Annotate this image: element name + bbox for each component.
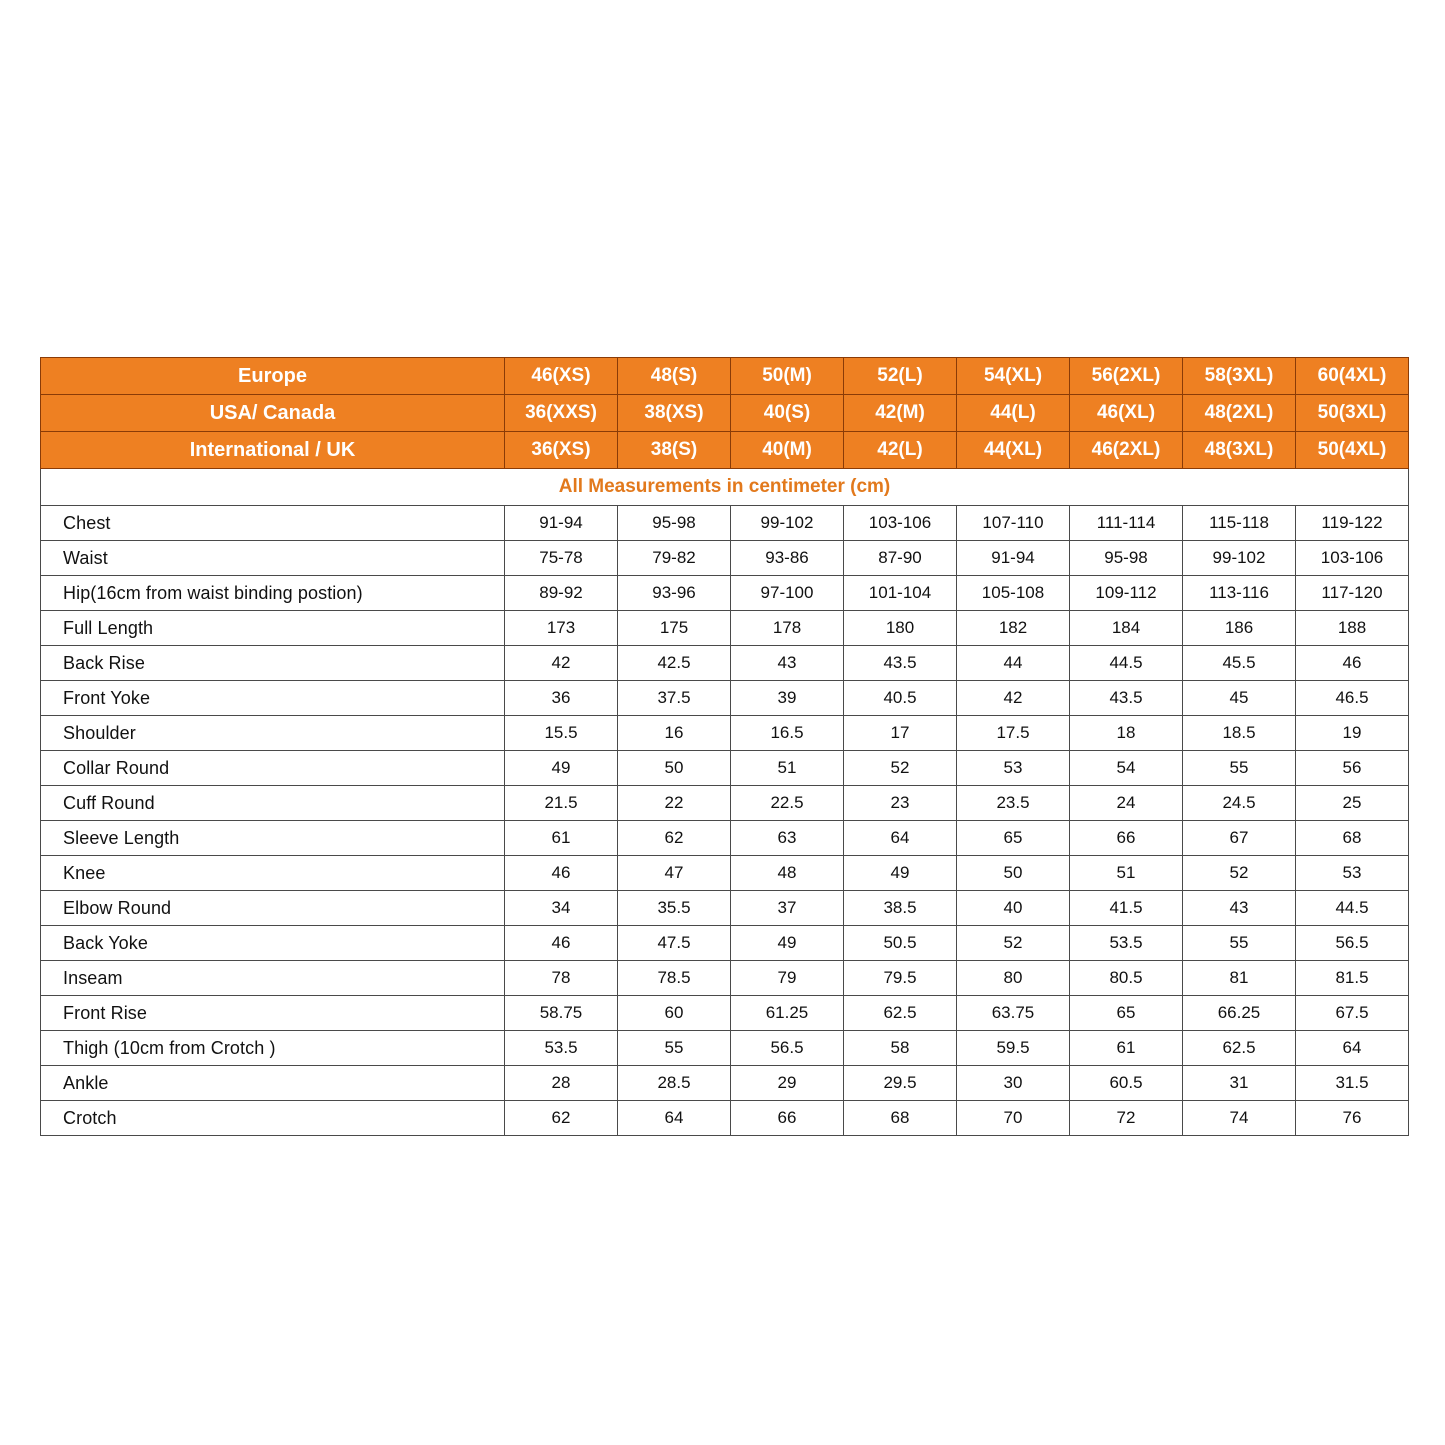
cell-value: 43.5 <box>844 646 957 681</box>
table-row <box>41 926 1409 961</box>
cell-value: 53 <box>1296 856 1409 891</box>
cell-value: 17 <box>844 716 957 751</box>
cell-value: 47 <box>618 856 731 891</box>
cell-value: 23 <box>844 786 957 821</box>
measurement-note-row <box>41 469 1409 506</box>
cell-value: 103-106 <box>1296 541 1409 576</box>
table-row <box>41 1066 1409 1101</box>
cell-value: 45.5 <box>1183 646 1296 681</box>
table-row <box>41 856 1409 891</box>
cell-value: 59.5 <box>957 1031 1070 1066</box>
cell-value: 186 <box>1183 611 1296 646</box>
cell-value: 55 <box>1183 926 1296 961</box>
header-cell-usa-8: 50(3XL) <box>1296 395 1409 432</box>
cell-value: 58.75 <box>505 996 618 1031</box>
cell-value: 66 <box>731 1101 844 1136</box>
header-cell-usa-1: 36(XXS) <box>505 395 618 432</box>
cell-value: 46.5 <box>1296 681 1409 716</box>
cell-value: 38.5 <box>844 891 957 926</box>
cell-value: 30 <box>957 1066 1070 1101</box>
cell-value: 182 <box>957 611 1070 646</box>
cell-value: 55 <box>618 1031 731 1066</box>
row-label: Front Rise <box>41 996 505 1031</box>
cell-value: 105-108 <box>957 576 1070 611</box>
row-label: Back Yoke <box>41 926 505 961</box>
cell-value: 29 <box>731 1066 844 1101</box>
cell-value: 37 <box>731 891 844 926</box>
table-row <box>41 716 1409 751</box>
cell-value: 101-104 <box>844 576 957 611</box>
cell-value: 95-98 <box>1070 541 1183 576</box>
header-cell-europe-1: 46(XS) <box>505 358 618 395</box>
cell-value: 80 <box>957 961 1070 996</box>
header-cell-europe-8: 60(4XL) <box>1296 358 1409 395</box>
cell-value: 184 <box>1070 611 1183 646</box>
cell-value: 48 <box>731 856 844 891</box>
cell-value: 87-90 <box>844 541 957 576</box>
cell-value: 67 <box>1183 821 1296 856</box>
cell-value: 62 <box>505 1101 618 1136</box>
cell-value: 53.5 <box>505 1031 618 1066</box>
cell-value: 91-94 <box>505 506 618 541</box>
cell-value: 74 <box>1183 1101 1296 1136</box>
header-cell-europe-2: 48(S) <box>618 358 731 395</box>
header-label-europe: Europe <box>41 358 505 395</box>
cell-value: 75-78 <box>505 541 618 576</box>
cell-value: 53 <box>957 751 1070 786</box>
row-label: Sleeve Length <box>41 821 505 856</box>
size-chart-table <box>40 357 1409 1136</box>
header-cell-usa-6: 46(XL) <box>1070 395 1183 432</box>
row-label: Shoulder <box>41 716 505 751</box>
measurement-note-text: All Measurements in centimeter (cm) <box>558 476 891 497</box>
cell-value: 49 <box>731 926 844 961</box>
cell-value: 21.5 <box>505 786 618 821</box>
table-row <box>41 996 1409 1031</box>
table-row <box>41 681 1409 716</box>
cell-value: 66 <box>1070 821 1183 856</box>
cell-value: 61.25 <box>731 996 844 1031</box>
table-row <box>41 751 1409 786</box>
cell-value: 52 <box>844 751 957 786</box>
cell-value: 36 <box>505 681 618 716</box>
row-label: Collar Round <box>41 751 505 786</box>
cell-value: 76 <box>1296 1101 1409 1136</box>
cell-value: 40.5 <box>844 681 957 716</box>
header-cell-intl-4: 42(L) <box>844 432 957 469</box>
cell-value: 25 <box>1296 786 1409 821</box>
cell-value: 188 <box>1296 611 1409 646</box>
header-cell-europe-6: 56(2XL) <box>1070 358 1183 395</box>
cell-value: 58 <box>844 1031 957 1066</box>
header-cell-intl-8: 50(4XL) <box>1296 432 1409 469</box>
cell-value: 65 <box>957 821 1070 856</box>
header-cell-usa-5: 44(L) <box>957 395 1070 432</box>
cell-value: 42 <box>957 681 1070 716</box>
row-label: Elbow Round <box>41 891 505 926</box>
cell-value: 41.5 <box>1070 891 1183 926</box>
cell-value: 70 <box>957 1101 1070 1136</box>
header-cell-usa-2: 38(XS) <box>618 395 731 432</box>
table-row <box>41 1101 1409 1136</box>
cell-value: 50.5 <box>844 926 957 961</box>
cell-value: 79.5 <box>844 961 957 996</box>
header-cell-intl-7: 48(3XL) <box>1183 432 1296 469</box>
cell-value: 72 <box>1070 1101 1183 1136</box>
measurement-note <box>41 469 1409 506</box>
cell-value: 52 <box>957 926 1070 961</box>
cell-value: 80.5 <box>1070 961 1183 996</box>
cell-value: 51 <box>1070 856 1183 891</box>
cell-value: 53.5 <box>1070 926 1183 961</box>
cell-value: 81.5 <box>1296 961 1409 996</box>
cell-value: 52 <box>1183 856 1296 891</box>
size-chart-container <box>40 357 1408 1136</box>
cell-value: 111-114 <box>1070 506 1183 541</box>
cell-value: 43 <box>1183 891 1296 926</box>
cell-value: 18.5 <box>1183 716 1296 751</box>
cell-value: 56.5 <box>1296 926 1409 961</box>
cell-value: 99-102 <box>731 506 844 541</box>
cell-value: 95-98 <box>618 506 731 541</box>
cell-value: 42 <box>505 646 618 681</box>
row-label: Chest <box>41 506 505 541</box>
cell-value: 64 <box>1296 1031 1409 1066</box>
cell-value: 40 <box>957 891 1070 926</box>
header-cell-europe-4: 52(L) <box>844 358 957 395</box>
cell-value: 62 <box>618 821 731 856</box>
cell-value: 173 <box>505 611 618 646</box>
cell-value: 79-82 <box>618 541 731 576</box>
row-label: Waist <box>41 541 505 576</box>
cell-value: 44.5 <box>1070 646 1183 681</box>
cell-value: 49 <box>505 751 618 786</box>
header-cell-usa-3: 40(S) <box>731 395 844 432</box>
cell-value: 68 <box>844 1101 957 1136</box>
header-cell-usa-4: 42(M) <box>844 395 957 432</box>
cell-value: 44 <box>957 646 1070 681</box>
header-cell-intl-1: 36(XS) <box>505 432 618 469</box>
cell-value: 66.25 <box>1183 996 1296 1031</box>
cell-value: 117-120 <box>1296 576 1409 611</box>
cell-value: 93-86 <box>731 541 844 576</box>
cell-value: 63 <box>731 821 844 856</box>
cell-value: 46 <box>1296 646 1409 681</box>
row-label: Crotch <box>41 1101 505 1136</box>
table-row <box>41 1031 1409 1066</box>
cell-value: 29.5 <box>844 1066 957 1101</box>
cell-value: 113-116 <box>1183 576 1296 611</box>
cell-value: 16.5 <box>731 716 844 751</box>
cell-value: 37.5 <box>618 681 731 716</box>
cell-value: 64 <box>844 821 957 856</box>
cell-value: 22.5 <box>731 786 844 821</box>
cell-value: 56.5 <box>731 1031 844 1066</box>
size-chart-body <box>41 358 1409 1136</box>
row-label: Front Yoke <box>41 681 505 716</box>
cell-value: 44.5 <box>1296 891 1409 926</box>
cell-value: 119-122 <box>1296 506 1409 541</box>
cell-value: 62.5 <box>1183 1031 1296 1066</box>
cell-value: 63.75 <box>957 996 1070 1031</box>
cell-value: 62.5 <box>844 996 957 1031</box>
cell-value: 35.5 <box>618 891 731 926</box>
cell-value: 93-96 <box>618 576 731 611</box>
cell-value: 61 <box>1070 1031 1183 1066</box>
cell-value: 18 <box>1070 716 1183 751</box>
header-cell-intl-6: 46(2XL) <box>1070 432 1183 469</box>
header-cell-intl-5: 44(XL) <box>957 432 1070 469</box>
row-label: Back Rise <box>41 646 505 681</box>
cell-value: 64 <box>618 1101 731 1136</box>
cell-value: 45 <box>1183 681 1296 716</box>
cell-value: 91-94 <box>957 541 1070 576</box>
table-row <box>41 821 1409 856</box>
cell-value: 175 <box>618 611 731 646</box>
cell-value: 28 <box>505 1066 618 1101</box>
cell-value: 180 <box>844 611 957 646</box>
header-cell-intl-3: 40(M) <box>731 432 844 469</box>
cell-value: 61 <box>505 821 618 856</box>
header-cell-europe-5: 54(XL) <box>957 358 1070 395</box>
cell-value: 46 <box>505 856 618 891</box>
cell-value: 49 <box>844 856 957 891</box>
cell-value: 31.5 <box>1296 1066 1409 1101</box>
cell-value: 78 <box>505 961 618 996</box>
cell-value: 79 <box>731 961 844 996</box>
row-label: Ankle <box>41 1066 505 1101</box>
cell-value: 24 <box>1070 786 1183 821</box>
cell-value: 28.5 <box>618 1066 731 1101</box>
cell-value: 43.5 <box>1070 681 1183 716</box>
cell-value: 97-100 <box>731 576 844 611</box>
cell-value: 60 <box>618 996 731 1031</box>
table-row <box>41 646 1409 681</box>
row-label: Thigh (10cm from Crotch ) <box>41 1031 505 1066</box>
cell-value: 67.5 <box>1296 996 1409 1031</box>
header-row-europe <box>41 358 1409 395</box>
table-row <box>41 506 1409 541</box>
row-label: Knee <box>41 856 505 891</box>
row-label: Full Length <box>41 611 505 646</box>
table-row <box>41 576 1409 611</box>
table-row <box>41 786 1409 821</box>
cell-value: 60.5 <box>1070 1066 1183 1101</box>
row-label: Cuff Round <box>41 786 505 821</box>
cell-value: 19 <box>1296 716 1409 751</box>
cell-value: 34 <box>505 891 618 926</box>
cell-value: 103-106 <box>844 506 957 541</box>
header-label-usa-canada: USA/ Canada <box>41 395 505 432</box>
cell-value: 17.5 <box>957 716 1070 751</box>
table-row <box>41 891 1409 926</box>
cell-value: 47.5 <box>618 926 731 961</box>
cell-value: 31 <box>1183 1066 1296 1101</box>
row-label: Hip(16cm from waist binding postion) <box>41 576 505 611</box>
cell-value: 50 <box>618 751 731 786</box>
header-row-usa-canada <box>41 395 1409 432</box>
cell-value: 15.5 <box>505 716 618 751</box>
row-label: Inseam <box>41 961 505 996</box>
header-cell-intl-2: 38(S) <box>618 432 731 469</box>
header-cell-europe-3: 50(M) <box>731 358 844 395</box>
header-row-international-uk <box>41 432 1409 469</box>
cell-value: 42.5 <box>618 646 731 681</box>
cell-value: 65 <box>1070 996 1183 1031</box>
cell-value: 115-118 <box>1183 506 1296 541</box>
cell-value: 39 <box>731 681 844 716</box>
header-cell-europe-7: 58(3XL) <box>1183 358 1296 395</box>
cell-value: 46 <box>505 926 618 961</box>
cell-value: 178 <box>731 611 844 646</box>
cell-value: 56 <box>1296 751 1409 786</box>
cell-value: 22 <box>618 786 731 821</box>
table-row <box>41 961 1409 996</box>
cell-value: 81 <box>1183 961 1296 996</box>
cell-value: 99-102 <box>1183 541 1296 576</box>
table-row <box>41 611 1409 646</box>
header-label-international-uk: International / UK <box>41 432 505 469</box>
header-cell-usa-7: 48(2XL) <box>1183 395 1296 432</box>
cell-value: 54 <box>1070 751 1183 786</box>
cell-value: 78.5 <box>618 961 731 996</box>
cell-value: 107-110 <box>957 506 1070 541</box>
cell-value: 43 <box>731 646 844 681</box>
table-row <box>41 541 1409 576</box>
cell-value: 68 <box>1296 821 1409 856</box>
cell-value: 23.5 <box>957 786 1070 821</box>
cell-value: 51 <box>731 751 844 786</box>
cell-value: 24.5 <box>1183 786 1296 821</box>
cell-value: 16 <box>618 716 731 751</box>
cell-value: 109-112 <box>1070 576 1183 611</box>
cell-value: 89-92 <box>505 576 618 611</box>
cell-value: 50 <box>957 856 1070 891</box>
cell-value: 55 <box>1183 751 1296 786</box>
